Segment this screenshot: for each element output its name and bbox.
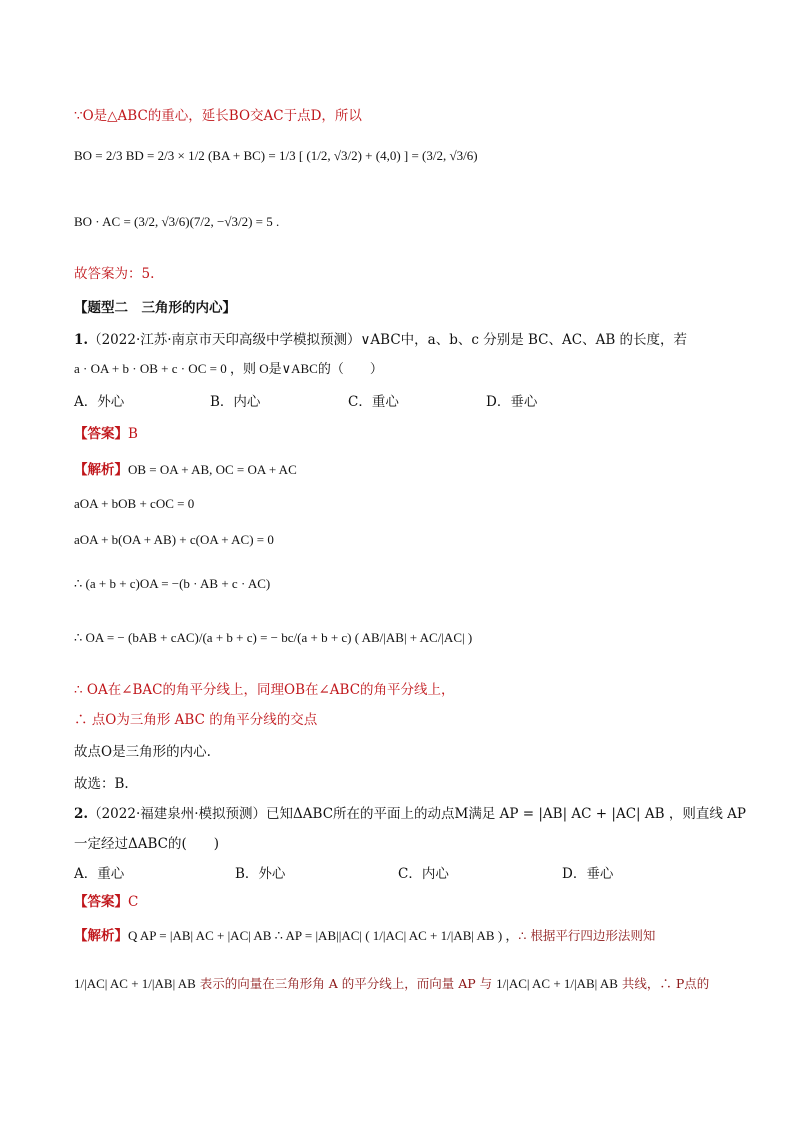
section1-equation-1: BO = 2/3 BD = 2/3 × 1/2 (BA + BC) = 1/3 [ (1/2, √3/2) + (4,0) ] = (3/2, √3/6) (74, 148, 478, 163)
q2-line1-math: Q AP = |AB| AC + |AC| AB ∴ AP = |AB||AC| ( 1/|AC| AC + 1/|AB| AB ) ， (128, 928, 519, 943)
q2-answer-label: 【答案】 (74, 894, 128, 910)
q1-red-line-2: ∴ 点O为三角形 ABC 的角平分线的交点 (74, 712, 318, 728)
section1-equation-2: BO · AC = (3/2, √3/6)(7/2, −√3/2) = 5 . (74, 214, 280, 229)
section1-answer: 故答案为：5. (74, 266, 155, 282)
q2-answer (74, 890, 138, 910)
q1-answer (74, 422, 138, 442)
q1-select: 故选：B. (74, 776, 129, 792)
q2-choice-d: D．垂心 (562, 866, 614, 882)
q2-stem-text: （2022·福建泉州·模拟预测）已知ΔABC所在的平面上的动点M满足 AP = |AB| AC + |AC| AB ，则直线 AP (88, 806, 746, 822)
q1-red-line-1: ∴ OA在∠BAC的角平分线上，同理OB在∠ABC的角平分线上， (74, 682, 455, 698)
q2-line2-text2: 共线，∴ P点的 (621, 976, 710, 991)
q2-analysis-line-1 (74, 924, 655, 944)
q2-number: 2. (74, 806, 89, 822)
q2-analysis-line-2 (74, 974, 709, 992)
q1-answer-label: 【答案】 (74, 426, 128, 442)
q1-answer-value: B (128, 426, 138, 442)
q1-conclusion: 故点O是三角形的内心. (74, 744, 211, 760)
q2-line1-text: ∴ 根据平行四边形法则知 (518, 928, 656, 943)
q2-line2-math: 1/|AC| AC + 1/|AB| AB (74, 976, 196, 991)
q2-analysis-label: 【解析】 (74, 928, 128, 944)
q2-choice-b: B．外心 (235, 866, 286, 882)
q2-line2-text: 表示的向量在三角形角 A 的平分线上，而向量 AP 与 (199, 976, 493, 991)
q2-choice-a: A．重心 (74, 866, 125, 882)
q1-analysis-step-4: ∴ (a + b + c)OA = −(b · AB + c · AC) (74, 576, 271, 591)
q1-choice-d: D．垂心 (486, 394, 538, 410)
q2-choice-c: C．内心 (398, 866, 449, 882)
q1-stem (74, 328, 687, 348)
q1-analysis-step-5: ∴ OA = − (bAB + cAC)/(a + b + c) = − bc/(a + b + c) ( AB/|AB| + AC/|AC| ) (74, 630, 473, 645)
q1-analysis-step-1 (74, 458, 297, 478)
q1-analysis-step-2: aOA + bOB + cOC = 0 (74, 496, 195, 511)
q1-choice-c: C．重心 (348, 394, 399, 410)
q1-stem-line2: a · OA + b · OB + c · OC = 0 ，则 O是∨ABC的（ ） (74, 361, 383, 376)
section1-intro: ∵O是△ABC的重心，延长BO交AC于点D，所以 (74, 108, 362, 124)
q2-answer-value: C (128, 894, 139, 910)
q2-line2-math2: 1/|AC| AC + 1/|AB| AB (496, 976, 618, 991)
section-heading: 【题型二 三角形的内心】 (74, 300, 236, 316)
q2-stem (74, 802, 746, 822)
q1-analysis-step-3: aOA + b(OA + AB) + c(OA + AC) = 0 (74, 532, 274, 547)
q1-step-1-text: OB = OA + AB, OC = OA + AC (128, 462, 297, 477)
q1-stem-text: （2022·江苏·南京市天印高级中学模拟预测）∨ABC中，a、b、c 分别是 BC、AC、AB 的长度，若 (88, 332, 688, 348)
q2-stem-line2: 一定经过ΔABC的( ) (74, 836, 220, 852)
q1-number: 1. (74, 332, 89, 348)
q1-choice-b: B．内心 (210, 394, 261, 410)
q1-analysis-label: 【解析】 (74, 462, 128, 478)
q1-choice-a: A．外心 (74, 394, 125, 410)
